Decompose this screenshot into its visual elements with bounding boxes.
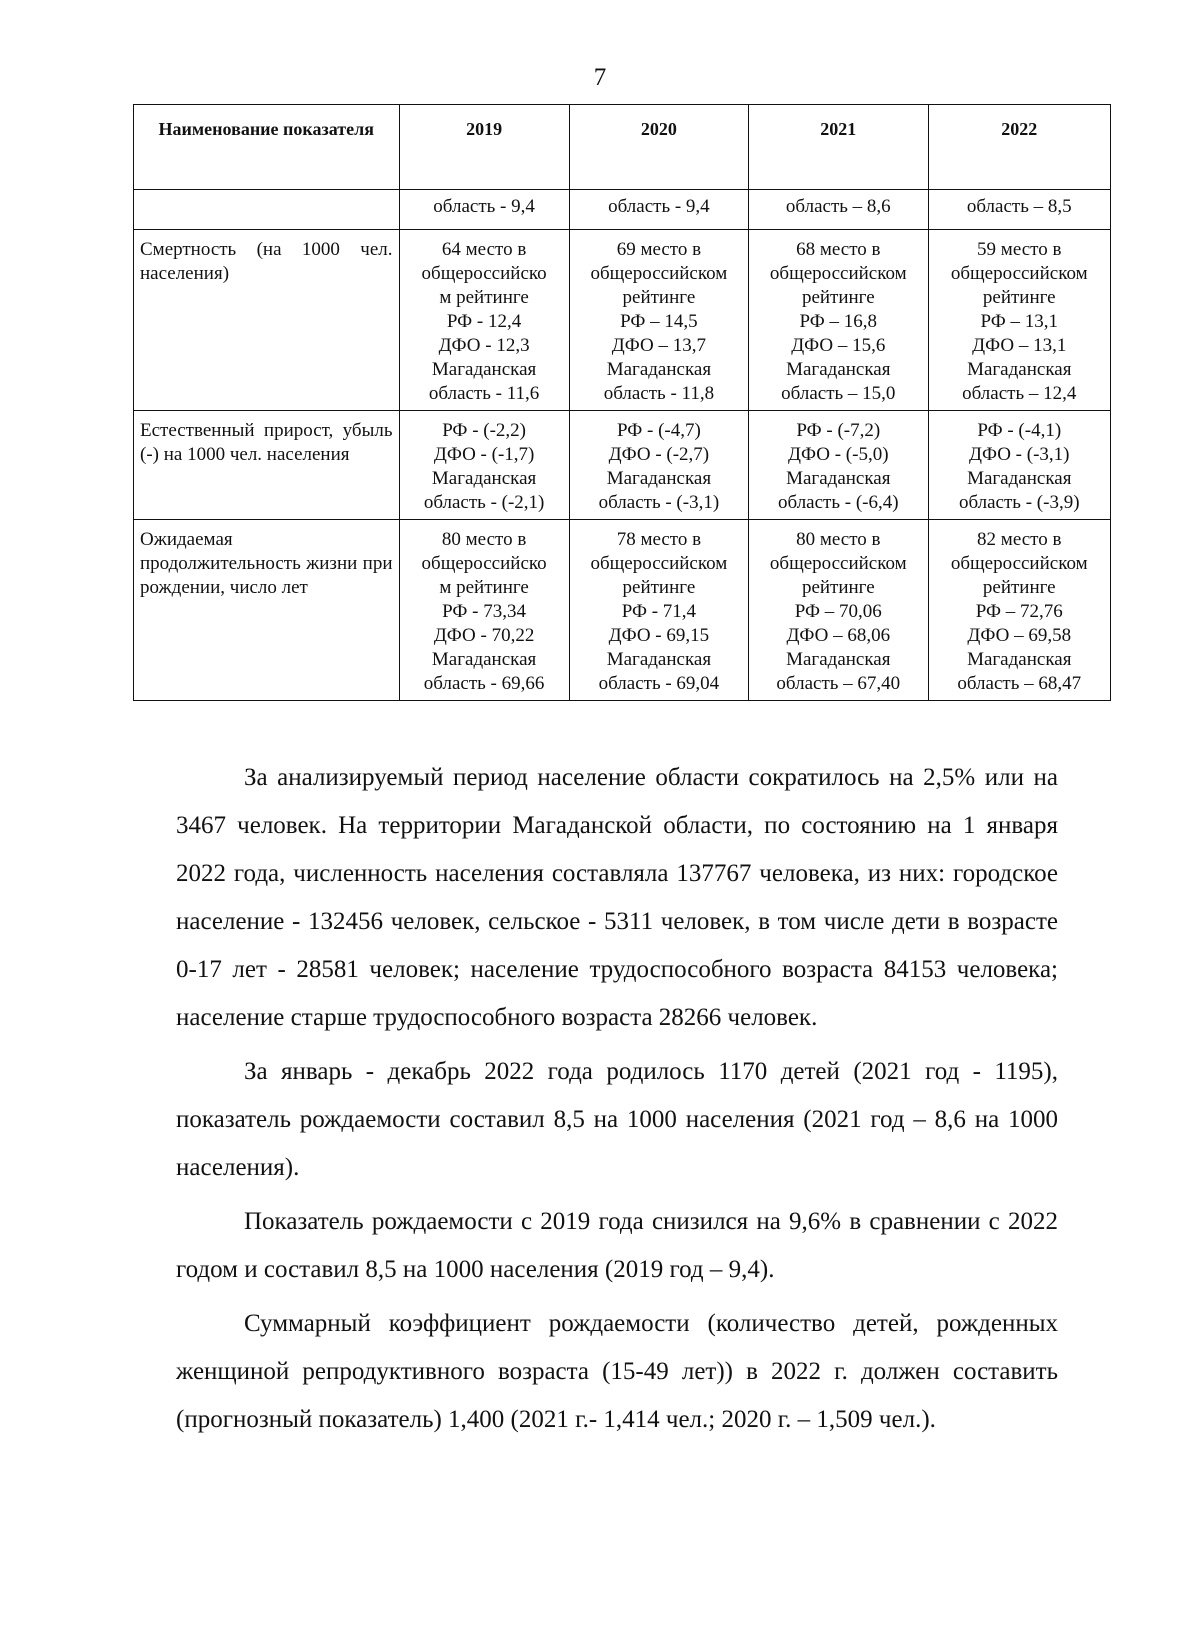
- value-line: ДФО - 12,3: [438, 335, 530, 356]
- value-cell: [569, 520, 748, 701]
- value-line: Магаданская: [431, 359, 537, 380]
- value-line: РФ - (-4,7): [616, 420, 701, 441]
- header-year-2020: 2020: [569, 105, 748, 190]
- value-line: область - 11,8: [603, 383, 715, 404]
- value-cell: [569, 411, 748, 520]
- value-line: рейтинге: [622, 287, 696, 308]
- value-line: общероссийском: [950, 553, 1088, 574]
- value-line: область - (-6,4): [778, 492, 899, 513]
- value-line: ДФО - 69,15: [608, 625, 710, 646]
- value-line: 82 место в: [977, 529, 1062, 550]
- value-line: РФ – 16,8: [799, 311, 878, 332]
- value-line: ДФО - (-2,7): [608, 444, 710, 465]
- value-line: рейтинге: [982, 577, 1056, 598]
- paragraph: За январь - декабрь 2022 года родилось 1170 детей (2021 год - 1195), показатель рождаемости составил 8,5 на 1000 населения (2021 год – 8,6 на 1000 населения).: [176, 1058, 1058, 1181]
- value-line: Магаданская: [786, 468, 891, 489]
- header-year-2019: 2019: [399, 105, 569, 190]
- value-cell: [399, 190, 569, 230]
- value-line: ДФО - (-1,7): [433, 444, 535, 465]
- value-line: Магаданская: [606, 468, 712, 489]
- value-line: 69 место в: [616, 239, 702, 260]
- value-cell: [749, 230, 928, 411]
- header-year-2022: 2022: [928, 105, 1111, 190]
- body-text: [176, 754, 1058, 1450]
- value-line: общероссийско: [421, 263, 547, 284]
- value-cell: [749, 411, 928, 520]
- value-line: общероссийском: [590, 553, 728, 574]
- value-cell: [399, 411, 569, 520]
- value-line: Магаданская: [967, 468, 1072, 489]
- value-line: область - 9,4: [608, 196, 710, 217]
- value-line: м рейтинге: [439, 287, 529, 308]
- value-line: РФ – 70,06: [794, 601, 882, 622]
- value-line: ДФО - 70,22: [433, 625, 535, 646]
- indicator-name-cell: Естественный прирост, убыль (-) на 1000 чел. населения: [134, 411, 400, 520]
- paragraph: За анализируемый период население области сократилось на 2,5% или на 3467 человек. На территории Магаданской области, по состоянию на 1 января 2022 года, численность населения составляла 137767 человека, из них: городское население - 132456 человек, сельское - 5311 человек, в том числе дети в возрасте 0-17 лет - 28581 человек; население трудоспособного возраста 84153 человека; население старше трудоспособного возраста 28266 человек.: [176, 764, 1058, 1031]
- indicator-name-cell: Ожидаемая продолжительность жизни при рождении, число лет: [134, 520, 400, 701]
- value-line: Магаданская: [786, 359, 891, 380]
- value-line: Магаданская: [606, 359, 712, 380]
- value-line: рейтинге: [622, 577, 696, 598]
- value-line: область – 8,6: [785, 196, 891, 217]
- value-line: Магаданская: [431, 468, 537, 489]
- value-line: общероссийско: [421, 553, 547, 574]
- value-line: общероссийском: [769, 263, 907, 284]
- value-cell: [928, 230, 1111, 411]
- value-line: общероссийском: [590, 263, 728, 284]
- value-line: общероссийском: [950, 263, 1088, 284]
- value-line: ДФО – 69,58: [967, 625, 1072, 646]
- value-cell: [569, 230, 748, 411]
- value-line: РФ – 13,1: [980, 311, 1058, 332]
- value-cell: [928, 411, 1111, 520]
- value-cell: [569, 190, 748, 230]
- value-cell: [928, 520, 1111, 701]
- table-row: [134, 520, 1111, 701]
- value-line: Магаданская: [606, 649, 712, 670]
- value-line: область – 68,47: [957, 673, 1082, 694]
- indicators-table: [133, 104, 1111, 701]
- value-line: ДФО – 13,7: [611, 335, 706, 356]
- value-line: РФ - (-4,1): [977, 420, 1062, 441]
- value-line: рейтинге: [801, 287, 875, 308]
- table-row: [134, 190, 1111, 230]
- value-line: РФ – 72,76: [975, 601, 1063, 622]
- value-cell: [749, 190, 928, 230]
- value-cell: [399, 230, 569, 411]
- value-cell: [928, 190, 1111, 230]
- value-line: Магаданская: [967, 649, 1072, 670]
- value-line: ДФО - (-3,1): [969, 444, 1070, 465]
- value-line: РФ – 14,5: [620, 311, 698, 332]
- value-line: ДФО - (-5,0): [788, 444, 889, 465]
- indicator-name-cell: Смертность (на 1000 чел. населения): [134, 230, 400, 411]
- value-line: 64 место в: [441, 239, 527, 260]
- value-line: рейтинге: [982, 287, 1056, 308]
- value-line: 59 место в: [977, 239, 1062, 260]
- header-year-2021: 2021: [749, 105, 928, 190]
- value-line: Магаданская: [967, 359, 1072, 380]
- value-line: Магаданская: [431, 649, 537, 670]
- value-line: область – 8,5: [966, 196, 1072, 217]
- value-line: 78 место в: [616, 529, 702, 550]
- value-line: м рейтинге: [439, 577, 529, 598]
- value-line: область – 15,0: [781, 383, 896, 404]
- value-line: РФ - (-2,2): [442, 420, 526, 441]
- value-line: область - 69,66: [423, 673, 545, 694]
- page-number: 7: [593, 64, 607, 91]
- indicator-name-cell: [134, 190, 400, 230]
- value-cell: [749, 520, 928, 701]
- value-line: область - 11,6: [428, 383, 540, 404]
- value-line: ДФО – 15,6: [791, 335, 886, 356]
- paragraph: Суммарный коэффициент рождаемости (количество детей, рожденных женщиной репродуктивного возраста (15-49 лет)) в 2022 г. должен составить (прогнозный показатель) 1,400 (2021 г.- 1,414 чел.; 2020 г. – 1,509 чел.).: [176, 1310, 1058, 1433]
- value-line: область – 12,4: [962, 383, 1077, 404]
- header-indicator-name: Наименование показателя: [134, 105, 400, 190]
- value-line: РФ - 12,4: [446, 311, 522, 332]
- value-cell: [399, 520, 569, 701]
- value-line: общероссийском: [769, 553, 907, 574]
- table-row: [134, 411, 1111, 520]
- value-line: рейтинге: [801, 577, 875, 598]
- value-line: область - (-2,1): [423, 492, 545, 513]
- value-line: 80 место в: [796, 529, 881, 550]
- value-line: область - (-3,1): [598, 492, 720, 513]
- value-line: РФ - 73,34: [442, 601, 527, 622]
- value-line: 68 место в: [796, 239, 881, 260]
- value-line: область - 69,04: [598, 673, 720, 694]
- table-row: [134, 230, 1111, 411]
- value-line: область – 67,40: [776, 673, 901, 694]
- value-line: область - (-3,9): [958, 492, 1080, 513]
- value-line: РФ - (-7,2): [796, 420, 881, 441]
- value-line: ДФО – 13,1: [972, 335, 1067, 356]
- value-line: РФ - 71,4: [621, 601, 697, 622]
- value-line: 80 место в: [441, 529, 527, 550]
- paragraph: Показатель рождаемости с 2019 года снизился на 9,6% в сравнении с 2022 годом и составил 8,5 на 1000 населения (2019 год – 9,4).: [176, 1208, 1058, 1283]
- table-header-row: [134, 105, 1111, 190]
- value-line: ДФО – 68,06: [786, 625, 891, 646]
- value-line: Магаданская: [786, 649, 891, 670]
- value-line: область - 9,4: [433, 196, 535, 217]
